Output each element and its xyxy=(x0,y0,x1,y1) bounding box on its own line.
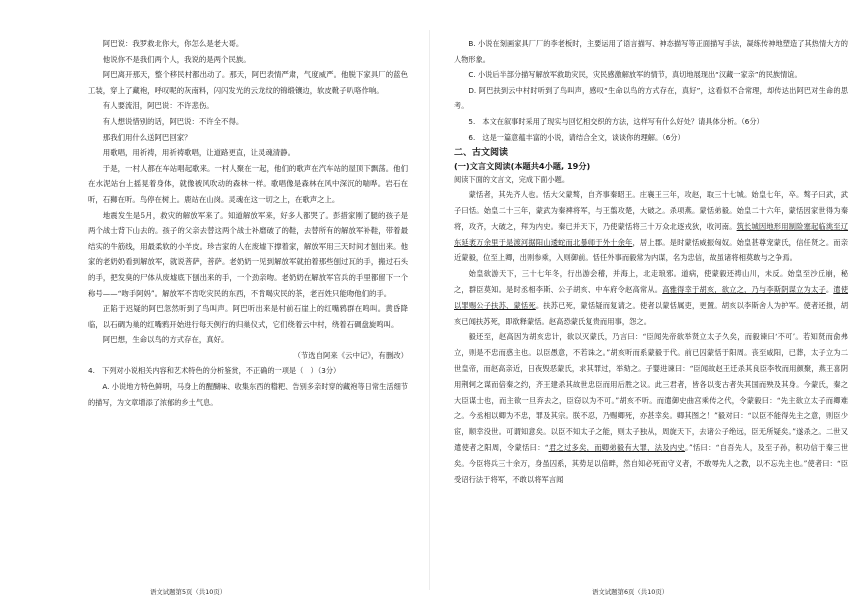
paragraph: 正陷于迟疑的阿巴忽然听到了鸟叫声。阿巴听出来是村前石崖上的红嘴鸦群在鸣叫。黄昏降临，以石碉为巢的红嘴鸦开始进行每天例行的归巢仪式，它们绕着云中村，绕着石碉盘旋鸣叫。 xyxy=(88,304,408,329)
paragraph: 有人要流泪，阿巴说：不许悲伤。 xyxy=(102,101,214,111)
paragraph: 阿巴想，生命以鸟的方式存在，真好。 xyxy=(102,335,229,345)
paragraph: 有人想说惜别的话，阿巴说：不许全不得。 xyxy=(102,116,244,126)
paragraph: 地震发生是5月，救灾的解放军来了。知道解放军来，好多人都哭了。彭措家刚了腿的孩子是两个战士背下山去的。孩子的父亲去替这两个战士补磨破了的鞋，去替所有的解放军补鞋，带着最结实的牛筋线，用最柔软的小羊皮。珍吉家的人在废墟下撑着家，解放军用三天时间才刨出来。他家的老奶奶看到解放军，就说菩萨，菩萨。老奶奶一见到解放军就拍着那些刨过瓦的手，搬过石头的手，把发臭的尸体从废墟底下刨出来的手，一个劲亲吻。老奶奶在解放军官兵的手里都留下一个称号——“吻手阿妈”。解放军不肯吃灾民的东西，不肯喝灾民的茶，老百姓只能吻他们的手。 xyxy=(88,210,408,298)
left-page xyxy=(0,0,430,583)
question-4-option-a: A. 小说地方特色鲜明，马身上的醒醐味、收集东西的糌粑、告别多亲时穿的藏袍等日常生活细节的描写，为文章增添了浓郁的乡土气息。 xyxy=(88,382,408,407)
right-page xyxy=(430,0,860,583)
question-4-option-b: B. 小说在刻画家具厂厂的李老板时，主要运用了语言描写、神态描写等正面描写手法，凝练传神地塑造了其热情大方的人物形象。 xyxy=(454,39,848,64)
text-run: 。”恬曰：“自吾先人，及至子孙，积功信于秦三世矣。今臣将兵三十余万，身虽囚系，其势足以倍畔，然自知必死而守义者，不敢辱先人之教，以不忘先主也。”使者曰：“臣受诏行法于将军，不敢以将军言闻 xyxy=(454,442,849,484)
paragraph: 阿巴离开那天，整个移民村都出动了。那天，阿巴表情严肃，气度威严。他脱下家具厂的蓝色工装，穿上了藏袍，呼叹呢的灰南料，闪闪发光的云龙纹的锦缎镶边，软皮靴子叭咯作响。 xyxy=(88,70,408,95)
paragraph: 于是，一村人都在车站唱起歌来。一村人聚在一起，他们的歌声在汽车站的屋顶下飘荡。他们在水泥站台上摇晃着身体，就像被风吹动的森林一样。歌唱像是森林在风中深沉的喘哗。岩石在听，石狮在听。鸟停在树上。鹿站在山岗。灵魂在这一切之上，在歌声之上。 xyxy=(88,163,408,204)
classical-paragraph-1 xyxy=(454,187,848,266)
question-4-option-d: D. 阿巴扶到云中村时听到了鸟叫声，感叹“生命以鸟的方式存在，真好”，这看似不合常理，却传达出阿巴对生命的思考。 xyxy=(454,85,848,111)
text-run: 蒙恬者，其先齐人也。恬大父蒙骜，自齐事秦昭王。庄襄王三年，攻赵，取三十七城。始皇七年，卒。骜子曰武，武子曰恬。始皇二十三年，蒙武为秦裨将军，与王翦攻楚，大破之。杀项燕。蒙恬弟毅。始皇二十六年，蒙恬因家世得为秦将，攻齐，大破之，拜为内史。秦已并天下，乃使蒙恬将三十万众北逐戎狄，收河南。 xyxy=(454,190,848,231)
question-4-option-c: C. 小说后半部分描写解放军救助灾民，灾民感激解放军的情节，真切地展现出“汉藏一家亲”的民族情谊。 xyxy=(468,70,802,80)
paragraph: 他说你不是我们两个人，我说的是两个民族。 xyxy=(102,54,251,64)
paragraph: 用歌唱，用祈祷，用祈祷歌唱，让道路更直，让灵魂清静。 xyxy=(102,148,295,158)
underlined-sentence: 君之过多矣，而卿弟毅有大罪，法及内史 xyxy=(548,442,686,452)
underlined-sentence: 高雅得幸于胡亥，欲立之，乃与李斯阴谋立为太子 xyxy=(662,284,826,294)
page-footer-left: 语文试题第5页（共10页） xyxy=(150,588,227,596)
text-run: 。 xyxy=(825,284,834,294)
classical-paragraph-2 xyxy=(454,266,848,329)
page-footer-right: 语文试题第6页（共10页） xyxy=(592,588,669,596)
text-run: ，居上郡。是时蒙恬威振匈奴。始皇甚尊宠蒙氏，信任贤之。而亲近蒙毅，位至上卿，出则参乘，入则御前。恬任外事而毅常为内谋，名为忠信，故虽诸将相莫敢与之争焉。 xyxy=(454,237,849,263)
paragraph: 阿巴说：我罗救北你大，你怎么是老大哥。 xyxy=(102,39,244,48)
reading-instruction: 阅读下面的文言文，完成下面小题。 xyxy=(454,175,570,185)
text-run: 毅还至，赵高因为胡亥忠计，欲以灭蒙氏，乃言曰：“臣闻先帝欲举贤立太子久矣，而毅谏曰‘不可’。若知贤而俞弗立，则是不忠而惑主也。以臣愚意，不若诛之。”胡亥听而系蒙毅于代。前已囚蒙恬于阳周。丧至咸阳，已葬，太子立为二世皇帝，而赵高亲近，日夜毁恶蒙氏，求其罪过，举劾之。子婴进谏曰：“臣闻故赵王迁杀其良臣李牧而用颜聚，燕王喜阴用荆轲之谋而倍秦之约，齐王建杀其故世忠臣而用后胜之议。此三君者，皆各以变古者失其国而殃及其身。今蒙氏，秦之大臣谋士也，而主欲一旦弃去之，臣窃以为不可。”胡亥不听。而遣御史曲宫乘传之代，令蒙毅曰：“先主欲立太子而卿难之。今丞相以卿为不忠，罪及其宗。朕不忍，乃赐卿死，亦甚幸矣。卿其图之！”毅对曰：“以臣不能得先主之意，则臣少宦，顺幸没世。可谓知意矣。以臣不知太子之能，则太子独从，周旋天下，去诸公子绝远，臣无所疑矣。”遂杀之。二世又遣使者之阳周，令蒙恬曰：“ xyxy=(454,332,848,452)
underlined-sentence: 遣使以罪赐公子扶苏、蒙恬死 xyxy=(454,284,849,310)
source-citation: （节选自阿来《云中记》，有删改） xyxy=(293,350,408,360)
underlined-sentence: 筑长城因地形用制险塞起临洮至辽东延袤万余里于是渡河据阳山逶蛇而北暴师于外十余年 xyxy=(454,221,849,247)
text-run: 始皇欲游天下，三十七年冬，行出游会稽，并海上，北走琅邪。道病，使蒙毅还祷山川，未反。始皇至沙丘崩，秘之，群臣莫知。是时丞相李斯、公子胡亥、中车府令赵高常从。 xyxy=(454,269,848,294)
classical-paragraph-3 xyxy=(454,329,848,487)
question-4: 4. 下列对小说相关内容和艺术特色的分析鉴赏，不正确的一项是（ ）（3分） xyxy=(88,366,341,376)
section-title: 二、古文阅读 xyxy=(454,148,509,159)
paragraph: 那我们用什么送阿巴回家？ xyxy=(102,132,192,142)
question-5: 5. 本文在叙事时采用了现实与回忆相交织的方法，这样写有什么好处？请具体分析。（6分） xyxy=(468,116,764,126)
subsection-title: (一)文言文阅读(本题共4小题, 19分) xyxy=(454,161,591,172)
text-run: 。扶苏已死，蒙恬疑而复请之。使者以蒙恬属吏，更置。胡亥以李斯舍人为护军。使者还报，胡亥已闻扶苏死，即欲释蒙恬。赵高恐蒙氏复贵而用事，怨之。 xyxy=(454,300,849,326)
question-6: 6. 这是一篇意蕴丰富的小说，请结合全文，谈谈你的理解。（6分） xyxy=(468,132,685,142)
